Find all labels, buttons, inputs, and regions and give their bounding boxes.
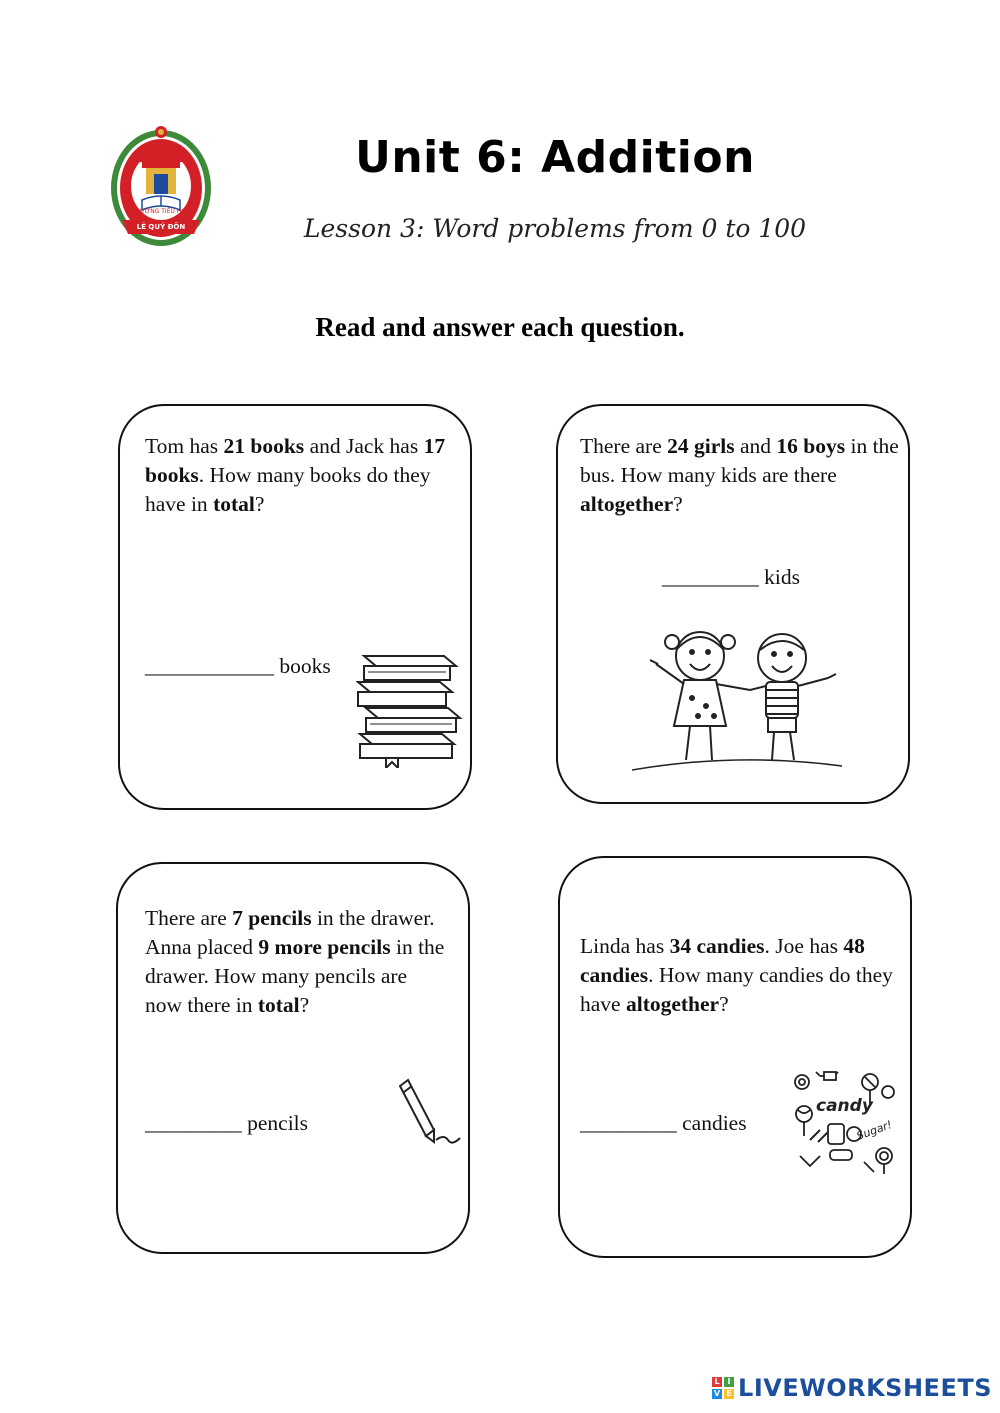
problem-card-4	[558, 856, 912, 1258]
pencil-icon	[394, 1076, 466, 1148]
answer-blank-books[interactable]: ____________ books	[145, 654, 331, 678]
key-term: 7 pencils	[232, 906, 312, 930]
problem-text-segment: and	[734, 434, 777, 458]
key-term: total	[213, 492, 255, 516]
liveworksheets-badge-icon	[712, 1377, 734, 1399]
badge-letter-l: L	[712, 1377, 722, 1387]
problem-text-segment: . Joe has	[764, 934, 844, 958]
key-term: 21 books	[223, 434, 305, 458]
problem-text-segment: and Jack has	[304, 434, 424, 458]
instruction-heading: Read and answer each question.	[315, 312, 685, 342]
problem-text-1	[145, 432, 457, 519]
key-term: 24 girls	[667, 434, 735, 458]
candy-word: candy	[816, 1096, 873, 1116]
badge-letter-v: V	[713, 1389, 721, 1398]
logo-text-top: TRƯỜNG TIỂU HỌC	[131, 208, 191, 215]
badge-letter-e: E	[724, 1389, 734, 1399]
answer-blank-pencils[interactable]: _________ pencils	[145, 1111, 309, 1135]
key-term: altogether	[580, 492, 674, 516]
problem-text-segment: ?	[719, 992, 729, 1016]
key-term: 9 more pencils	[258, 935, 391, 959]
candy-doodle-icon	[790, 1070, 902, 1174]
problem-text-segment: in the bus. How many kids are there	[580, 434, 899, 487]
liveworksheets-brand: LIVEWORKSHEETS	[738, 1374, 992, 1402]
page-title: Unit 6: Addition	[355, 132, 755, 183]
problem-text-segment: Linda has	[580, 934, 670, 958]
problem-text-segment: Tom has	[145, 434, 224, 458]
key-term: 34 candies	[669, 934, 765, 958]
key-term: total	[257, 993, 300, 1017]
problem-text-segment: in the drawer. Anna placed	[145, 906, 435, 959]
key-term: 16 boys	[776, 434, 846, 458]
key-term: altogether	[625, 992, 720, 1016]
kids-illustration	[632, 620, 842, 772]
key-term: 48 candies	[580, 934, 865, 987]
liveworksheets-logo	[712, 1371, 992, 1405]
sugar-word: Sugar!	[854, 1118, 894, 1143]
problem-text-3	[145, 904, 445, 1020]
problem-text-4	[580, 932, 900, 1019]
key-term: 17 books	[145, 434, 446, 487]
answer-blank-candies[interactable]: _________ candies	[580, 1111, 747, 1135]
books-stack-icon	[356, 652, 464, 768]
problem-text-segment: ?	[299, 993, 310, 1017]
school-logo	[108, 122, 214, 250]
problem-text-segment: in the drawer. How many pencils are now there in	[145, 935, 445, 1017]
lesson-subtitle: Lesson 3: Word problems from 0 to 100	[303, 214, 807, 243]
logo-text-bottom: LÊ QUÝ ĐÔN	[136, 223, 186, 231]
problem-text-segment: There are	[145, 906, 233, 930]
problem-text-segment: ?	[673, 492, 683, 516]
answer-blank-kids[interactable]: _________ kids	[662, 565, 800, 589]
problem-text-segment: ?	[254, 492, 265, 516]
badge-letter-i: I	[724, 1377, 734, 1387]
problem-text-2	[580, 432, 900, 519]
problem-text-segment: There are	[580, 434, 668, 458]
problem-text-segment: . How many candies do they have	[580, 963, 893, 1016]
problem-text-segment: . How many books do they have in	[145, 463, 431, 516]
